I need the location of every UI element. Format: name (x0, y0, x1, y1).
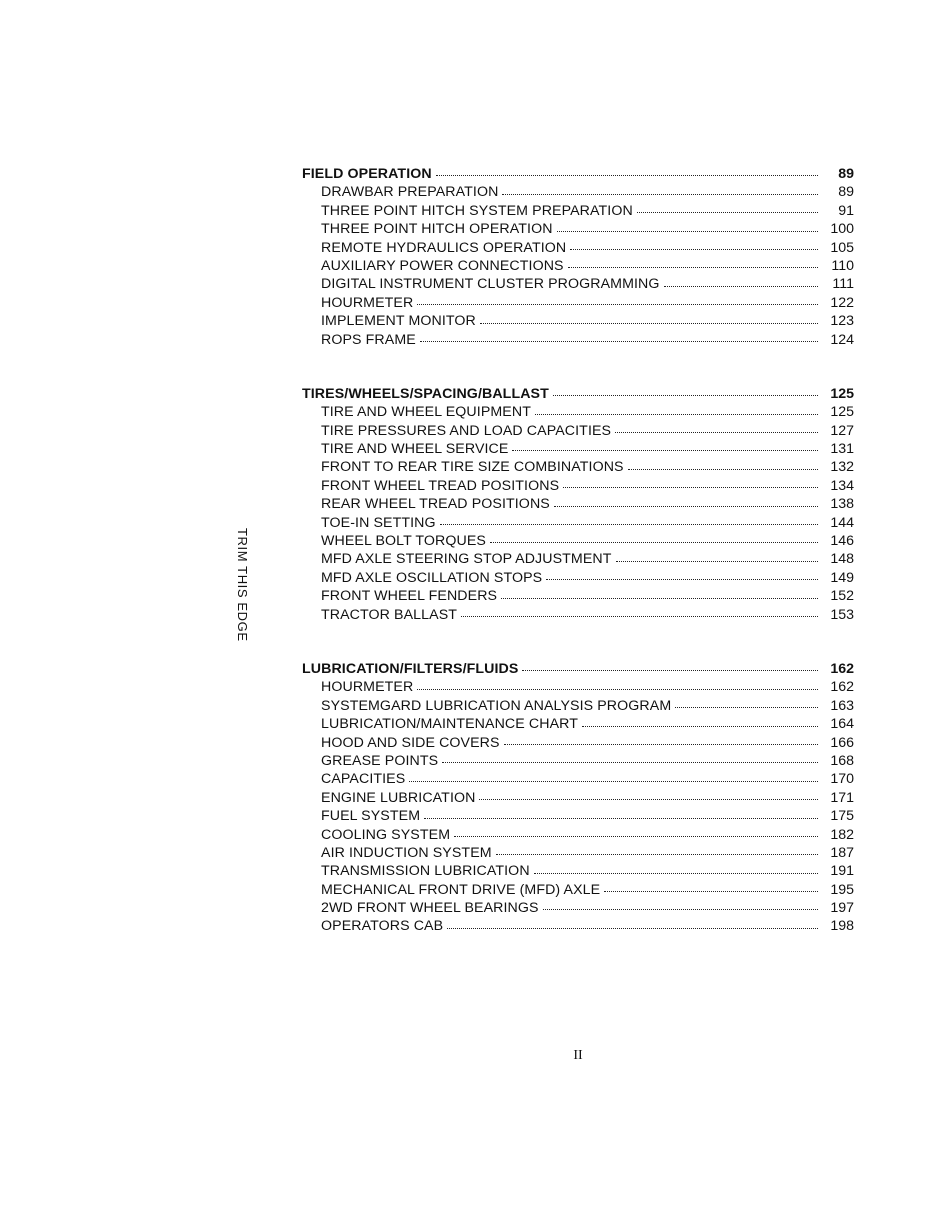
entry-page: 131 (830, 441, 854, 458)
entry-page: 191 (830, 863, 854, 880)
dot-leader (490, 541, 818, 543)
dot-leader (582, 725, 818, 727)
toc-entry[interactable] (302, 403, 854, 421)
entry-page: 162 (830, 679, 854, 696)
toc-section-lubrication (302, 660, 854, 936)
toc-entry[interactable] (302, 697, 854, 715)
toc-entry[interactable] (302, 569, 854, 587)
entry-page: 187 (830, 844, 854, 861)
toc-entry[interactable] (302, 239, 854, 257)
toc-entry[interactable] (302, 844, 854, 862)
entry-label: HOURMETER (321, 679, 414, 696)
entry-label: DIGITAL INSTRUMENT CLUSTER PROGRAMMING (321, 276, 660, 293)
dot-leader (616, 560, 818, 562)
entry-page: 197 (830, 900, 854, 917)
dot-leader (568, 266, 818, 268)
entry-page: 149 (830, 569, 854, 586)
dot-leader (546, 578, 818, 580)
dot-leader (628, 468, 818, 470)
dot-leader (557, 230, 818, 232)
entry-page: 175 (830, 808, 854, 825)
dot-leader (512, 449, 818, 451)
toc-entry[interactable] (302, 294, 854, 312)
entry-page: 127 (830, 422, 854, 439)
toc-entry[interactable] (302, 312, 854, 330)
entry-page: 152 (830, 588, 854, 605)
dot-leader (501, 597, 818, 599)
entry-page: 125 (830, 404, 854, 421)
toc-entry[interactable] (302, 458, 854, 476)
entry-page: 134 (830, 477, 854, 494)
toc-entry[interactable] (302, 477, 854, 495)
table-of-contents (302, 165, 854, 936)
entry-page: 195 (830, 881, 854, 898)
toc-entry[interactable] (302, 770, 854, 788)
entry-page: 105 (830, 239, 854, 256)
dot-leader (553, 394, 818, 396)
entry-label: FRONT WHEEL FENDERS (321, 588, 498, 605)
entry-label: REMOTE HYDRAULICS OPERATION (321, 239, 567, 256)
toc-section-heading[interactable] (302, 165, 854, 183)
entry-page: 182 (830, 826, 854, 843)
entry-label: AIR INDUCTION SYSTEM (321, 844, 492, 861)
entry-page: 166 (830, 734, 854, 751)
dot-leader (543, 908, 818, 910)
toc-entry[interactable] (302, 899, 854, 917)
dot-leader (535, 413, 818, 415)
dot-leader (479, 798, 818, 800)
toc-entry[interactable] (302, 532, 854, 550)
entry-label: COOLING SYSTEM (321, 826, 451, 843)
toc-entry[interactable] (302, 678, 854, 696)
toc-entry[interactable] (302, 257, 854, 275)
entry-page: 123 (830, 313, 854, 330)
entry-label: WHEEL BOLT TORQUES (321, 533, 486, 550)
entry-label: IMPLEMENT MONITOR (321, 313, 476, 330)
entry-page: 153 (830, 606, 854, 623)
entry-label: LUBRICATION/MAINTENANCE CHART (321, 716, 578, 733)
toc-entry[interactable] (302, 752, 854, 770)
entry-label: FRONT TO REAR TIRE SIZE COMBINATIONS (321, 459, 624, 476)
dot-leader (615, 431, 818, 433)
dot-leader (424, 817, 818, 819)
entry-page: 168 (830, 752, 854, 769)
dot-leader (417, 688, 818, 690)
dot-leader (417, 303, 818, 305)
entry-label: ENGINE LUBRICATION (321, 789, 476, 806)
entry-label: HOURMETER (321, 294, 414, 311)
dot-leader (554, 505, 818, 507)
entry-label: MECHANICAL FRONT DRIVE (MFD) AXLE (321, 881, 601, 898)
section-title: TIRES/WHEELS/SPACING/BALLAST (302, 385, 549, 402)
toc-entry[interactable] (302, 734, 854, 752)
toc-entry[interactable] (302, 220, 854, 238)
toc-entry[interactable] (302, 495, 854, 513)
entry-label: THREE POINT HITCH OPERATION (321, 221, 553, 238)
dot-leader (496, 853, 818, 855)
entry-label: SYSTEMGARD LUBRICATION ANALYSIS PROGRAM (321, 697, 672, 714)
entry-label: TRANSMISSION LUBRICATION (321, 863, 530, 880)
dot-leader (447, 927, 818, 929)
entry-page: 111 (832, 276, 854, 293)
dot-leader (454, 835, 818, 837)
dot-leader (504, 743, 818, 745)
entry-page: 124 (830, 331, 854, 348)
toc-entry[interactable] (302, 183, 854, 201)
dot-leader (442, 761, 818, 763)
entry-label: AUXILIARY POWER CONNECTIONS (321, 257, 564, 274)
toc-entry[interactable] (302, 514, 854, 532)
entry-label: TIRE PRESSURES AND LOAD CAPACITIES (321, 422, 612, 439)
entry-page: 146 (830, 533, 854, 550)
dot-leader (436, 174, 818, 176)
entry-page: 132 (830, 459, 854, 476)
page-number: II (573, 1048, 583, 1063)
entry-label: TIRE AND WHEEL SERVICE (321, 441, 509, 458)
entry-page: 170 (830, 771, 854, 788)
dot-leader (502, 193, 818, 195)
section-title: LUBRICATION/FILTERS/FLUIDS (302, 660, 519, 677)
entry-label: TRACTOR BALLAST (321, 606, 458, 623)
entry-page: 171 (830, 789, 854, 806)
dot-leader (440, 523, 818, 525)
dot-leader (420, 340, 818, 342)
entry-label: CAPACITIES (321, 771, 406, 788)
toc-entry[interactable] (302, 440, 854, 458)
entry-page: 198 (830, 918, 854, 935)
entry-page: 164 (830, 716, 854, 733)
toc-entry[interactable] (302, 275, 854, 293)
toc-entry[interactable] (302, 862, 854, 880)
section-title: FIELD OPERATION (302, 166, 432, 182)
toc-entry[interactable] (302, 606, 854, 624)
toc-entry[interactable] (302, 917, 854, 935)
dot-leader (675, 706, 818, 708)
toc-entry[interactable] (302, 331, 854, 349)
dot-leader (522, 669, 818, 671)
entry-label: FUEL SYSTEM (321, 808, 421, 825)
entry-label: MFD AXLE STEERING STOP ADJUSTMENT (321, 551, 612, 568)
dot-leader (664, 285, 818, 287)
dot-leader (637, 211, 818, 213)
entry-label: GREASE POINTS (321, 752, 439, 769)
toc-entry[interactable] (302, 807, 854, 825)
toc-entry[interactable] (302, 422, 854, 440)
entry-label: THREE POINT HITCH SYSTEM PREPARATION (321, 202, 633, 219)
entry-label: ROPS FRAME (321, 331, 416, 348)
dot-leader (604, 890, 818, 892)
toc-section-field-operation (302, 165, 854, 349)
entry-page: 100 (830, 221, 854, 238)
dot-leader (570, 248, 818, 250)
trim-edge-note: TRIM THIS EDGE (235, 528, 250, 642)
toc-section-heading[interactable] (302, 660, 854, 678)
entry-label: TOE-IN SETTING (321, 514, 436, 531)
toc-entry[interactable] (302, 881, 854, 899)
entry-page: 110 (831, 257, 854, 274)
dot-leader (534, 872, 818, 874)
section-page: 125 (830, 385, 854, 402)
entry-label: FRONT WHEEL TREAD POSITIONS (321, 477, 560, 494)
entry-page: 148 (830, 551, 854, 568)
toc-entry[interactable] (302, 826, 854, 844)
toc-section-tires-wheels (302, 385, 854, 624)
dot-leader (563, 486, 818, 488)
entry-label: OPERATORS CAB (321, 918, 444, 935)
entry-label: HOOD AND SIDE COVERS (321, 734, 500, 751)
entry-page: 91 (838, 202, 854, 219)
entry-page: 138 (830, 496, 854, 513)
entry-label: DRAWBAR PREPARATION (321, 184, 499, 201)
section-page: 89 (838, 166, 854, 182)
dot-leader (461, 615, 818, 617)
entry-label: MFD AXLE OSCILLATION STOPS (321, 569, 543, 586)
entry-label: 2WD FRONT WHEEL BEARINGS (321, 900, 539, 917)
toc-entry[interactable] (302, 715, 854, 733)
section-page: 162 (830, 660, 854, 677)
entry-page: 163 (830, 697, 854, 714)
toc-entry[interactable] (302, 587, 854, 605)
entry-page: 89 (838, 184, 854, 201)
entry-page: 144 (830, 514, 854, 531)
entry-label: REAR WHEEL TREAD POSITIONS (321, 496, 550, 513)
entry-page: 122 (830, 294, 854, 311)
toc-section-heading[interactable] (302, 385, 854, 403)
dot-leader (409, 780, 818, 782)
toc-entry[interactable] (302, 789, 854, 807)
dot-leader (480, 322, 818, 324)
toc-entry[interactable] (302, 202, 854, 220)
toc-entry[interactable] (302, 550, 854, 568)
entry-label: TIRE AND WHEEL EQUIPMENT (321, 404, 531, 421)
